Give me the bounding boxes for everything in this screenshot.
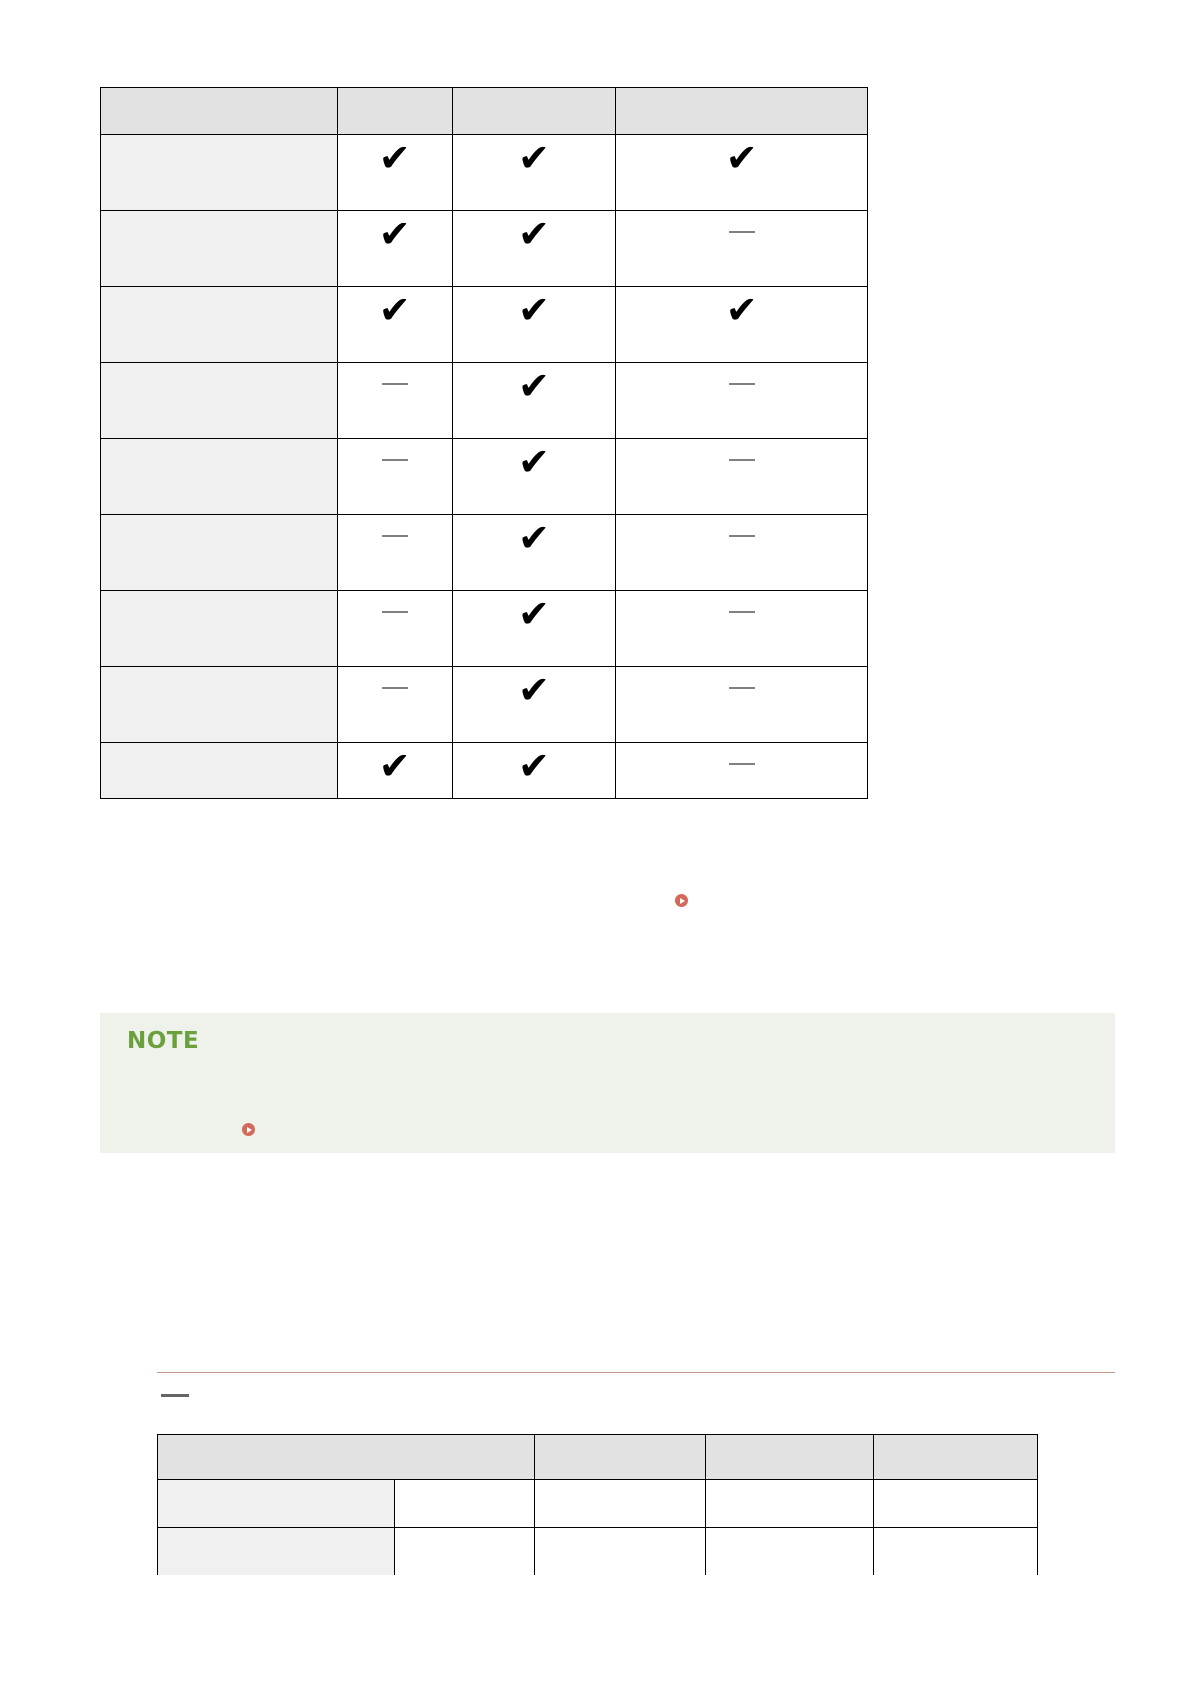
table-cell (616, 591, 868, 667)
not-supported-mark (616, 667, 867, 742)
supported-mark (453, 439, 616, 514)
table-cell (452, 439, 616, 515)
not-supported-mark (616, 211, 867, 286)
table-cell (452, 667, 616, 743)
dash-icon (382, 383, 408, 385)
table-row (101, 515, 868, 591)
supported-mark (338, 287, 452, 362)
arrow-circle-right-icon[interactable] (242, 1123, 255, 1136)
row-label-cell (101, 135, 338, 211)
table-row (101, 743, 868, 799)
table-row (101, 591, 868, 667)
not-supported-mark (616, 591, 867, 666)
row-label-cell (158, 1480, 395, 1528)
row-label-cell (158, 1528, 395, 1576)
supported-mark (616, 135, 867, 210)
checkmark-icon: ✔ (518, 440, 550, 484)
table-cell (616, 211, 868, 287)
checkmark-icon: ✔ (378, 136, 411, 180)
checkmark-icon: ✔ (725, 136, 758, 180)
checkmark-icon: ✔ (725, 288, 758, 332)
not-supported-mark (338, 667, 452, 742)
checkmark-icon: ✔ (378, 288, 411, 332)
row-label-cell (101, 363, 338, 439)
not-supported-mark (338, 363, 452, 438)
row-label-cell (101, 439, 338, 515)
row-label-cell (101, 743, 338, 799)
header-cell (452, 88, 616, 135)
table-cell (706, 1528, 874, 1576)
note-box (100, 1013, 1115, 1153)
table-cell (616, 515, 868, 591)
arrow-circle-right-icon[interactable] (675, 894, 688, 907)
dash-icon (382, 611, 408, 613)
table-header-row (101, 88, 868, 135)
table-row (101, 439, 868, 515)
table-cell (337, 439, 452, 515)
section-divider (157, 1372, 1115, 1373)
table-row (158, 1528, 1038, 1576)
table-header-row (158, 1435, 1038, 1480)
compatibility-table (100, 87, 868, 799)
supported-mark (338, 743, 452, 798)
table-row (101, 211, 868, 287)
table-cell (452, 287, 616, 363)
dash-icon (729, 459, 755, 461)
checkmark-icon: ✔ (518, 668, 550, 712)
note-title: NOTE (127, 1028, 200, 1054)
supported-mark (453, 135, 616, 210)
dash-icon (382, 535, 408, 537)
table-cell (452, 363, 616, 439)
checkmark-icon: ✔ (518, 516, 550, 560)
not-supported-mark (338, 439, 452, 514)
not-supported-mark (338, 515, 452, 590)
row-label-cell (101, 515, 338, 591)
checkmark-icon: ✔ (378, 744, 411, 788)
dash-icon (729, 231, 755, 233)
dash-icon (729, 687, 755, 689)
row-label-cell (101, 667, 338, 743)
table-cell (337, 515, 452, 591)
supported-mark (453, 211, 616, 286)
table-cell (534, 1528, 706, 1576)
checkmark-icon: ✔ (518, 744, 550, 788)
dash-icon (729, 383, 755, 385)
table-cell (337, 135, 452, 211)
table-cell (337, 591, 452, 667)
supported-mark (453, 591, 616, 666)
not-supported-mark (616, 515, 867, 590)
table-cell (337, 363, 452, 439)
not-supported-mark (616, 363, 867, 438)
settings-table (157, 1434, 1038, 1575)
not-supported-mark (616, 743, 867, 798)
dash-icon (729, 611, 755, 613)
header-cell (616, 88, 868, 135)
supported-mark (453, 363, 616, 438)
table-cell (394, 1480, 534, 1528)
table-cell (452, 211, 616, 287)
table-cell (452, 743, 616, 799)
dash-icon (382, 687, 408, 689)
table-cell (616, 743, 868, 799)
row-label-cell (101, 287, 338, 363)
table-cell (337, 743, 452, 799)
checkmark-icon: ✔ (518, 364, 550, 408)
supported-mark (338, 211, 452, 286)
table-cell (616, 363, 868, 439)
table-cell (874, 1480, 1038, 1528)
not-supported-mark (616, 439, 867, 514)
table-row (158, 1480, 1038, 1528)
table-cell (706, 1480, 874, 1528)
dash-icon (729, 535, 755, 537)
table-cell (616, 439, 868, 515)
checkmark-icon: ✔ (378, 212, 411, 256)
header-cell (158, 1435, 535, 1480)
header-cell (101, 88, 338, 135)
table-row (101, 287, 868, 363)
dash-mark (161, 1394, 189, 1397)
table-row (101, 667, 868, 743)
supported-mark (338, 135, 452, 210)
table-cell (452, 135, 616, 211)
table-cell (337, 287, 452, 363)
supported-mark (616, 287, 867, 362)
supported-mark (453, 515, 616, 590)
table-cell (616, 135, 868, 211)
header-cell (706, 1435, 874, 1480)
checkmark-icon: ✔ (518, 288, 550, 332)
dash-icon (729, 763, 755, 765)
table-cell (874, 1528, 1038, 1576)
not-supported-mark (338, 591, 452, 666)
row-label-cell (101, 211, 338, 287)
table-cell (452, 591, 616, 667)
supported-mark (453, 743, 616, 798)
table-cell (394, 1528, 534, 1576)
checkmark-icon: ✔ (518, 592, 550, 636)
dash-icon (382, 459, 408, 461)
supported-mark (453, 667, 616, 742)
table-cell (534, 1480, 706, 1528)
checkmark-icon: ✔ (518, 136, 550, 180)
header-cell (534, 1435, 706, 1480)
table-cell (337, 667, 452, 743)
header-cell (874, 1435, 1038, 1480)
table-cell (616, 287, 868, 363)
table-cell (452, 515, 616, 591)
supported-mark (453, 287, 616, 362)
table-cell (337, 211, 452, 287)
table-row (101, 135, 868, 211)
checkmark-icon: ✔ (518, 212, 550, 256)
row-label-cell (101, 591, 338, 667)
table-row (101, 363, 868, 439)
table-cell (616, 667, 868, 743)
header-cell (337, 88, 452, 135)
